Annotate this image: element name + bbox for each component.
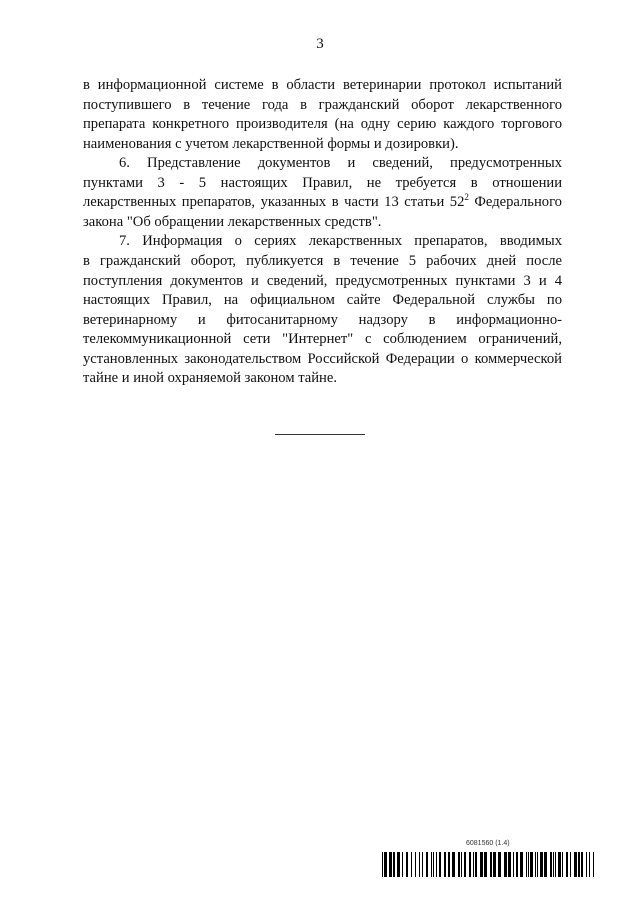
text-line-content: поступления документов и сведений, предусмотренных пунктами 3 и 4 bbox=[83, 272, 562, 289]
text-line bbox=[83, 350, 562, 369]
barcode-bar bbox=[594, 852, 595, 877]
barcode-label: 6081560 (1.4) bbox=[466, 840, 510, 847]
text-line bbox=[83, 232, 562, 251]
text-line-content: телекоммуникационной сети "Интернет" с соблюдением ограничений, bbox=[83, 331, 562, 348]
text-line bbox=[83, 174, 562, 193]
text-line-content: настоящих Правил, на официальном сайте Федеральной службы по bbox=[83, 292, 562, 309]
text-line bbox=[83, 213, 562, 232]
text-line-content: 6. Представление документов и сведений, предусмотренных bbox=[119, 155, 562, 172]
text-line-content: 7. Информация о сериях лекарственных препаратов, вводимых bbox=[119, 233, 562, 250]
text-line bbox=[83, 330, 562, 349]
text-line bbox=[83, 115, 562, 134]
end-rule-divider bbox=[275, 434, 365, 435]
text-line bbox=[83, 154, 562, 173]
text-line bbox=[83, 311, 562, 330]
text-line bbox=[83, 193, 562, 212]
text-line-content: ветеринарному и фитосанитарному надзору в информационно- bbox=[83, 311, 562, 328]
text-line-content: лекарственных препаратов, указанных в части 13 статьи 52 bbox=[83, 194, 465, 211]
text-line-content: установленных законодательством Российской Федерации о коммерческой bbox=[83, 350, 562, 367]
text-line-content: тайне и иной охраняемой законом тайне. bbox=[83, 370, 337, 387]
superscript: 2 bbox=[464, 192, 469, 203]
text-line-content: наименования с учетом лекарственной формы и дозировки). bbox=[83, 135, 459, 152]
text-line-content: в гражданский оборот, публикуется в течение 5 рабочих дней после bbox=[83, 252, 562, 269]
text-line-content: пунктами 3 - 5 настоящих Правил, не требуется в отношении bbox=[83, 174, 562, 191]
barcode bbox=[382, 852, 598, 877]
text-line bbox=[83, 96, 562, 115]
text-line bbox=[83, 252, 562, 271]
page-number: 3 bbox=[316, 36, 324, 52]
text-line-content: Федерального bbox=[468, 194, 562, 211]
text-line bbox=[83, 291, 562, 310]
text-line bbox=[83, 369, 562, 388]
text-line bbox=[83, 272, 562, 291]
text-line-content: поступившего в течение года в гражданский оборот лекарственного bbox=[83, 96, 562, 113]
text-line-content: закона "Об обращении лекарственных средств". bbox=[83, 213, 382, 230]
text-line-content: в информационной системе в области ветеринарии протокол испытаний bbox=[83, 77, 562, 93]
text-line bbox=[83, 135, 562, 154]
text-line bbox=[83, 76, 562, 95]
text-line-content: препарата конкретного производителя (на одну серию каждого торгового bbox=[83, 116, 562, 133]
